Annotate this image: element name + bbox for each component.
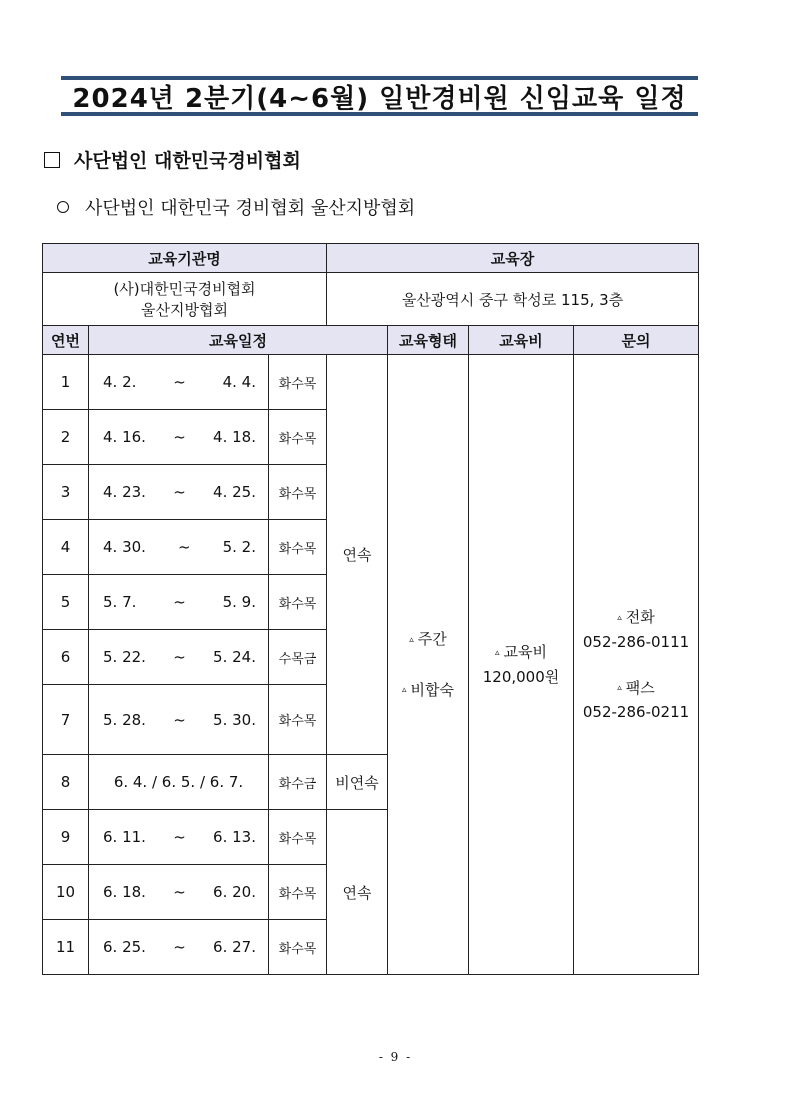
table-row [43,355,699,410]
date-range [89,810,269,865]
institution-name-cell [43,273,327,326]
start-date: 6. 11. [103,828,146,846]
row-number: 10 [43,865,89,920]
row-number: 3 [43,465,89,520]
schedule-header: 교육일정 [89,326,388,355]
end-date: 4. 18. [213,428,256,446]
contact-cell [574,355,699,975]
date-range [89,920,269,975]
format-line1: 주간 [417,630,447,648]
fee-amount: 120,000원 [482,667,560,686]
contact-header: 문의 [574,326,699,355]
triangle-marker-icon: ▵ [617,683,622,693]
header-row-columns [43,326,699,355]
start-date: 4. 16. [103,428,146,446]
row-number: 7 [43,685,89,755]
date-separator: ~ [173,428,186,446]
end-date: 5. 9. [222,593,256,611]
date-separator: ~ [173,648,186,666]
header-row-institution [43,244,699,273]
end-date: 5. 30. [213,710,256,729]
venue-header: 교육장 [327,244,699,273]
weekdays: 화수목 [269,355,327,410]
section-heading [44,146,301,173]
venue-cell: 울산광역시 중구 학성로 115, 3층 [327,273,699,326]
weekdays: 화수목 [269,520,327,575]
date-range [89,685,269,755]
start-date: 4. 30. [103,538,146,556]
phone-label: 전화 [625,608,655,626]
end-date: 6. 13. [213,828,256,846]
institution-name-line1: (사)대한민국경비협회 [113,280,256,298]
triangle-marker-icon: ▵ [617,612,622,623]
start-date: 5. 28. [103,710,146,729]
weekdays: 화수목 [269,465,327,520]
end-date: 6. 20. [213,883,256,901]
document-title-bar [61,76,698,116]
date-separator: ~ [177,538,191,556]
date-separator: ~ [173,373,186,391]
end-date: 6. 27. [213,938,256,956]
fee-header: 교육비 [469,326,574,355]
start-date: 5. 22. [103,648,146,666]
format-cell [388,355,469,975]
fax-label: 팩스 [625,678,655,697]
date-range [89,630,269,685]
start-date: 6. 18. [103,883,146,901]
weekdays: 화수목 [269,410,327,465]
row-number: 6 [43,630,89,685]
date-separator: ~ [173,593,186,611]
continuity-cell-1: 연속 [327,355,388,755]
date-separator: ~ [173,938,186,956]
start-date: 5. 7. [103,593,137,611]
section-heading-text: 사단법인 대한민국경비협회 [74,150,301,172]
weekdays: 화수목 [269,575,327,630]
fee-label: 교육비 [503,643,547,662]
fee-cell [469,355,574,975]
document-title: 2024년 2분기(4~6월) 일반경비원 신임교육 일정 [72,83,687,114]
start-date: 4. 2. [103,373,137,391]
row-number: 2 [43,410,89,465]
triangle-marker-icon: ▵ [401,685,407,695]
format-header: 교육형태 [388,326,469,355]
date-range [89,465,269,520]
checkbox-square-icon [44,152,60,168]
date-separator: ~ [173,483,186,501]
fax-number: 052-286-0211 [582,703,690,721]
circle-bullet-icon [57,201,69,213]
institution-row [43,273,699,326]
row-number: 4 [43,520,89,575]
weekdays: 화수목 [269,920,327,975]
institution-header: 교육기관명 [43,244,327,273]
end-date: 5. 2. [222,538,256,556]
date-range [89,520,269,575]
start-date: 6. 25. [103,938,146,956]
schedule-table [42,243,699,975]
row-number: 11 [43,920,89,975]
no-header: 연번 [43,326,89,355]
date-range [89,355,269,410]
date-range [89,575,269,630]
weekdays: 화수금 [269,755,327,810]
date-separator: ~ [173,710,186,729]
date-list: 6. 4. / 6. 5. / 6. 7. [89,755,269,810]
continuity-cell-3: 연속 [327,810,388,975]
row-number: 9 [43,810,89,865]
format-line2: 비합숙 [410,680,454,699]
end-date: 4. 4. [222,373,256,391]
date-separator: ~ [173,883,186,901]
date-range [89,410,269,465]
continuity-cell-2: 비연속 [327,755,388,810]
weekdays: 수목금 [269,630,327,685]
row-number: 8 [43,755,89,810]
row-number: 5 [43,575,89,630]
weekdays: 화수목 [269,810,327,865]
date-separator: ~ [173,828,186,846]
weekdays: 화수목 [269,865,327,920]
start-date: 4. 23. [103,483,146,501]
end-date: 4. 25. [213,483,256,501]
triangle-marker-icon: ▵ [409,634,414,645]
triangle-marker-icon: ▵ [494,647,500,658]
institution-name-line2: 울산지방협회 [141,301,228,319]
end-date: 5. 24. [213,648,256,666]
row-number: 1 [43,355,89,410]
sub-heading-text: 사단법인 대한민국 경비협회 울산지방협회 [85,198,416,219]
sub-heading [57,194,415,220]
weekdays: 화수목 [269,685,327,755]
phone-number: 052-286-0111 [582,632,690,651]
date-range [89,865,269,920]
page-number: - 9 - [378,1050,413,1064]
